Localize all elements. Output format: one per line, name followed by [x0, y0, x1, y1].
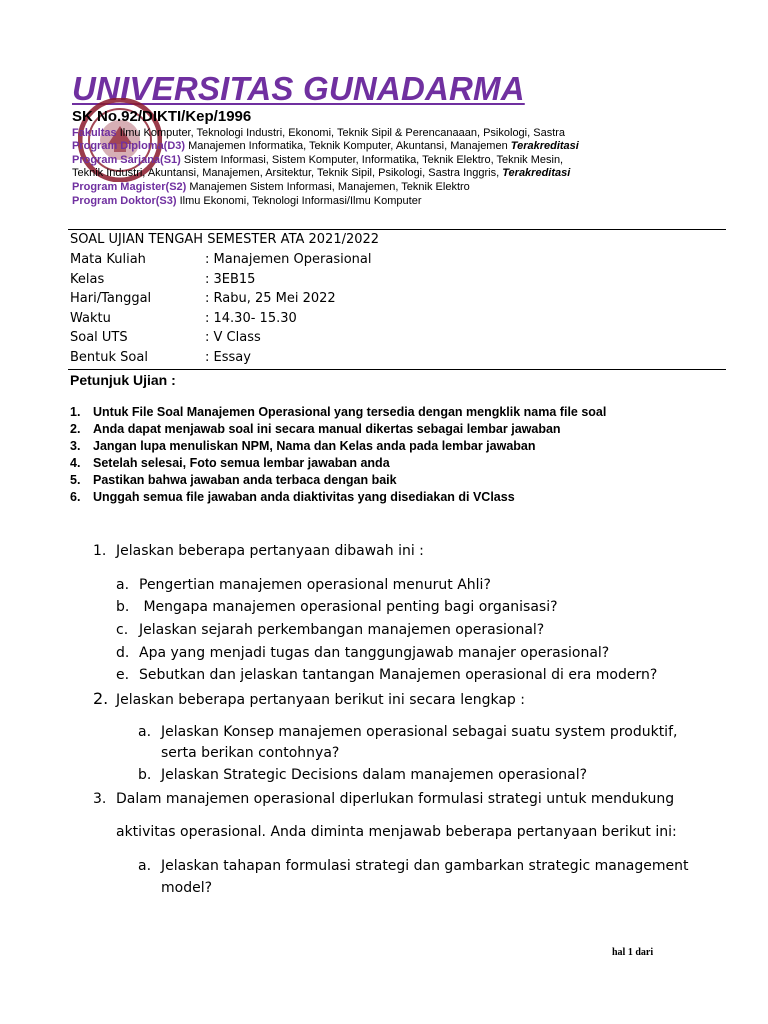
- program-line: Teknik Industri, Akuntansi, Manajemen, Arsitektur, Teknik Sipil, Psikologi, Sastra Inggris, Terakreditasi: [72, 167, 571, 179]
- field-value: : Essay: [205, 350, 251, 365]
- question-1-sub: b. Mengapa manajemen operasional penting bagi organisasi?: [116, 599, 558, 615]
- question-2-sub: b. Jelaskan Strategic Decisions dalam manajemen operasional?: [138, 767, 588, 783]
- question-1-sub: d. Apa yang menjadi tugas dan tanggungjawab manajer operasional?: [116, 645, 610, 661]
- field-label: Bentuk Soal: [70, 350, 148, 365]
- instructions-title: Petunjuk Ujian :: [70, 372, 176, 388]
- question-2-sub-cont: serta berikan contohnya?: [161, 745, 340, 761]
- program-line: Program Doktor(S3) Ilmu Ekonomi, Teknologi Informasi/Ilmu Komputer: [72, 195, 422, 207]
- question-2: 2. Jelaskan beberapa pertanyaan berikut ini secara lengkap :: [93, 689, 525, 708]
- sk-number: SK No.92/DIKTI/Kep/1996: [72, 108, 252, 125]
- instruction-item: 4. Setelah selesai, Foto semua lembar jawaban anda: [70, 456, 390, 470]
- program-line: Program Diploma(D3) Manajemen Informatika, Teknik Komputer, Akuntansi, Manajemen Terakreditasi: [72, 140, 579, 152]
- instruction-item: 1. Untuk File Soal Manajemen Operasional yang tersedia dengan mengklik nama file soal: [70, 405, 607, 419]
- exam-title: SOAL UJIAN TENGAH SEMESTER ATA 2021/2022: [70, 232, 380, 247]
- program-line: Program Magister(S2) Manajemen Sistem Informasi, Manajemen, Teknik Elektro: [72, 181, 470, 193]
- field-value: : Manajemen Operasional: [205, 252, 372, 267]
- field-label: Hari/Tanggal: [70, 291, 152, 306]
- instruction-item: 5. Pastikan bahwa jawaban anda terbaca dengan baik: [70, 473, 397, 487]
- field-label: Soal UTS: [70, 330, 128, 345]
- divider: [68, 369, 726, 370]
- field-value: : V Class: [205, 330, 261, 345]
- field-label: Kelas: [70, 272, 105, 287]
- university-title: UNIVERSITAS GUNADARMA: [72, 70, 525, 107]
- question-1-sub: a. Pengertian manajemen operasional menurut Ahli?: [116, 577, 491, 593]
- question-3-sub: a. Jelaskan tahapan formulasi strategi dan gambarkan strategic management: [138, 858, 689, 874]
- question-2-sub: a. Jelaskan Konsep manajemen operasional sebagai suatu system produktif,: [138, 724, 678, 740]
- question-3: 3. Dalam manajemen operasional diperlukan formulasi strategi untuk mendukung: [93, 791, 675, 807]
- field-value: : 3EB15: [205, 272, 256, 287]
- page-number: hal 1 dari: [612, 947, 654, 958]
- divider: [68, 229, 726, 230]
- instruction-item: 2. Anda dapat menjawab soal ini secara manual dikertas sebagai lembar jawaban: [70, 422, 561, 436]
- question-3-sub-cont: model?: [161, 880, 213, 896]
- question-1-sub: e. Sebutkan dan jelaskan tantangan Manajemen operasional di era modern?: [116, 667, 658, 683]
- program-line: Fakultas Ilmu Komputer, Teknologi Industri, Ekonomi, Teknik Sipil & Perencanaaan, Psikologi, Sastra: [72, 127, 566, 139]
- question-1: 1. Jelaskan beberapa pertanyaan dibawah ini :: [93, 543, 424, 559]
- field-value: : Rabu, 25 Mei 2022: [205, 291, 336, 306]
- field-value: : 14.30- 15.30: [205, 311, 297, 326]
- instruction-item: 3. Jangan lupa menuliskan NPM, Nama dan Kelas anda pada lembar jawaban: [70, 439, 536, 453]
- question-3-cont: aktivitas operasional. Anda diminta menjawab beberapa pertanyaan berikut ini:: [116, 824, 677, 840]
- instruction-item: 6. Unggah semua file jawaban anda diaktivitas yang disediakan di VClass: [70, 490, 515, 504]
- program-line: Program Sarjana(S1) Sistem Informasi, Sistem Komputer, Informatika, Teknik Elektro, Teknik Mesin,: [72, 154, 564, 166]
- field-label: Mata Kuliah: [70, 252, 146, 267]
- question-1-sub: c. Jelaskan sejarah perkembangan manajemen operasional?: [116, 622, 545, 638]
- field-label: Waktu: [70, 311, 111, 326]
